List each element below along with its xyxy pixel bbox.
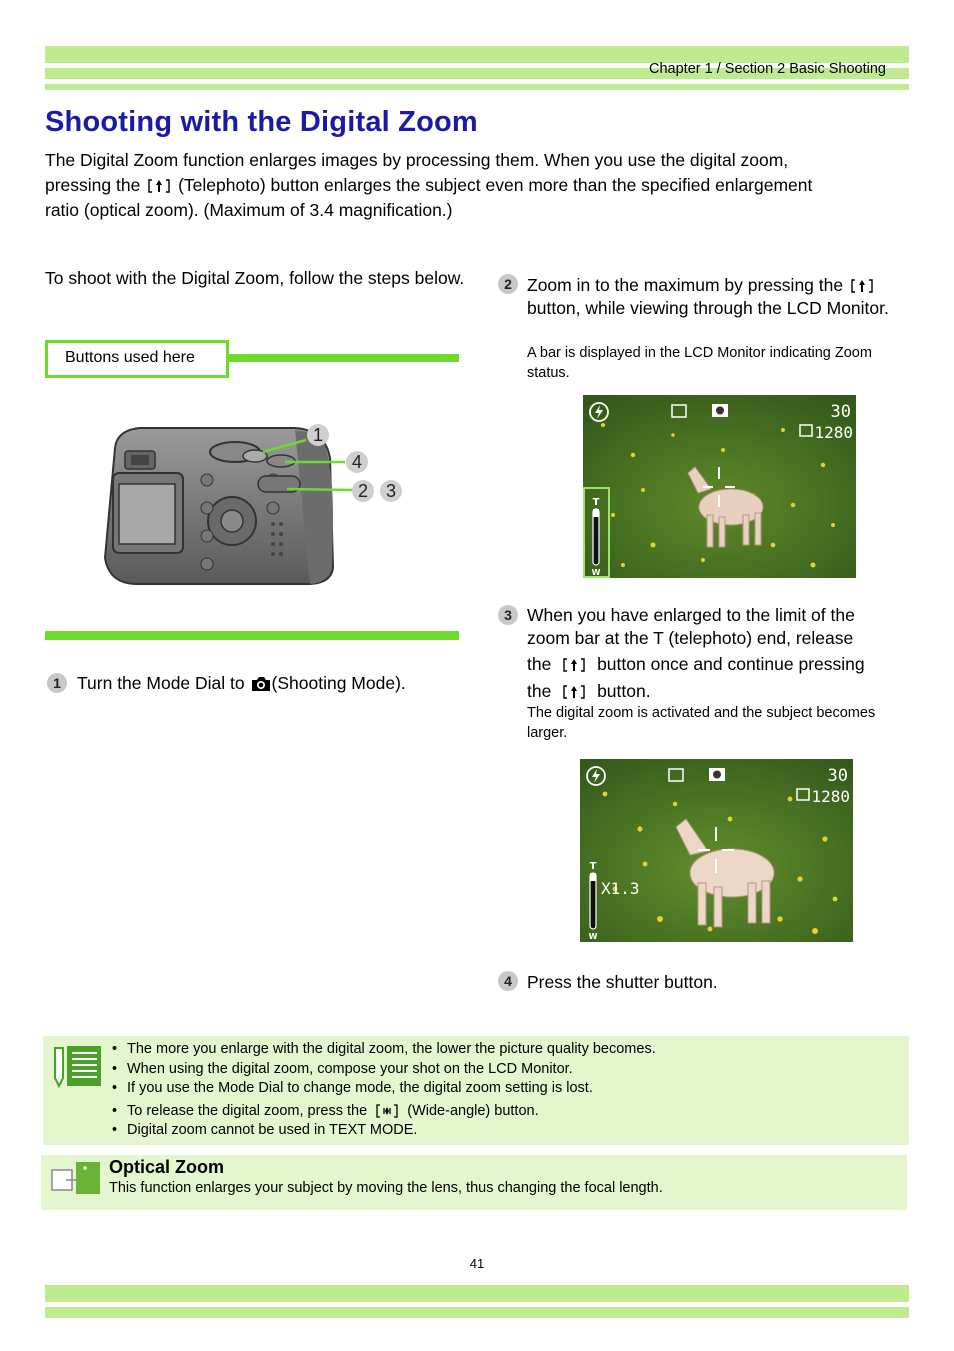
zoom-wide-label: W <box>588 932 598 941</box>
zoom-tele-label: T <box>589 861 597 872</box>
zoom-tele-label: T <box>592 497 600 508</box>
callout-1: 1 <box>307 424 329 446</box>
step-2-note: A bar is displayed in the LCD Monitor indicating Zoom status. <box>527 345 872 381</box>
chapter-header: Chapter 1 / Section 2 Basic Shooting <box>649 61 886 77</box>
shot-count: 30 <box>827 766 848 786</box>
notes-list <box>112 1040 656 1141</box>
zoom-wide-label: W <box>591 568 601 577</box>
lcd-preview-digital <box>580 759 853 942</box>
telephoto-icon <box>556 683 592 701</box>
wide-angle-icon <box>371 1103 403 1119</box>
footer-band-top <box>45 1285 909 1302</box>
zoom-value: X1.3 <box>601 879 640 898</box>
note-item: • If you use the Mode Dial to change mode, the digital zoom setting is lost. <box>112 1079 656 1099</box>
telephoto-icon <box>556 656 592 674</box>
step-2-text: Zoom in to the maximum by pressing the button, while viewing through the LCD Monitor. <box>527 275 889 318</box>
optical-zoom-title: Optical Zoom <box>109 1157 225 1177</box>
lcd-preview-optical <box>583 395 856 578</box>
camera-mode-icon <box>250 675 272 693</box>
step-4-text: Press the shutter button. <box>527 972 718 992</box>
separator-bar <box>45 631 459 640</box>
step-3-note: The digital zoom is activated and the subject becomes larger. <box>527 705 876 741</box>
page-title: Shooting with the Digital Zoom <box>45 106 478 138</box>
note-item: • When using the digital zoom, compose your shot on the LCD Monitor. <box>112 1060 656 1080</box>
step-1-number: 1 <box>47 673 67 693</box>
camera-illustration <box>95 418 410 593</box>
step-2-number: 2 <box>498 274 518 294</box>
terminology-icon <box>50 1160 102 1196</box>
intro-line-1: The Digital Zoom function enlarges images by processing them. When you use the digital zoom, <box>45 150 789 170</box>
shot-count: 30 <box>830 402 851 422</box>
page-number: 41 <box>469 1256 485 1271</box>
callout-3: 3 <box>380 480 402 502</box>
step-4-number: 4 <box>498 971 518 991</box>
telephoto-icon <box>145 177 173 195</box>
notes-icon <box>51 1044 103 1088</box>
note-item: • To release the digital zoom, press the (Wide-angle) button. <box>112 1102 656 1122</box>
footer-band-bottom <box>45 1307 909 1318</box>
instructions-text: To shoot with the Digital Zoom, follow the steps below. <box>45 268 465 288</box>
intro-paragraph <box>45 148 905 223</box>
optical-zoom-text: This function enlarges your subject by moving the lens, thus changing the focal length. <box>109 1180 663 1196</box>
intro-line-3: ratio (optical zoom). (Maximum of 3.4 magnification.) <box>45 200 453 220</box>
buttons-used-label: Buttons used here <box>45 340 229 378</box>
step-3-number: 3 <box>498 605 518 625</box>
step-3-text: When you have enlarged to the limit of the zoom bar at the T (telephoto) end, release the button once and continue pressing the button. <box>527 605 865 701</box>
note-item: • Digital zoom cannot be used in TEXT MODE. <box>112 1121 656 1141</box>
note-item: • The more you enlarge with the digital zoom, the lower the picture quality becomes. <box>112 1040 656 1060</box>
image-size: 1280 <box>811 787 850 806</box>
telephoto-icon <box>848 277 876 295</box>
header-band-thin <box>45 84 909 90</box>
buttons-used-bar <box>226 354 459 362</box>
callout-4: 4 <box>346 451 368 473</box>
callout-2: 2 <box>352 480 374 502</box>
image-size: 1280 <box>814 423 853 442</box>
intro-line-2: pressing the (Telephoto) button enlarges the subject even more than the specified enlargement <box>45 175 813 195</box>
step-1-text: Turn the Mode Dial to (Shooting Mode). <box>77 673 406 693</box>
